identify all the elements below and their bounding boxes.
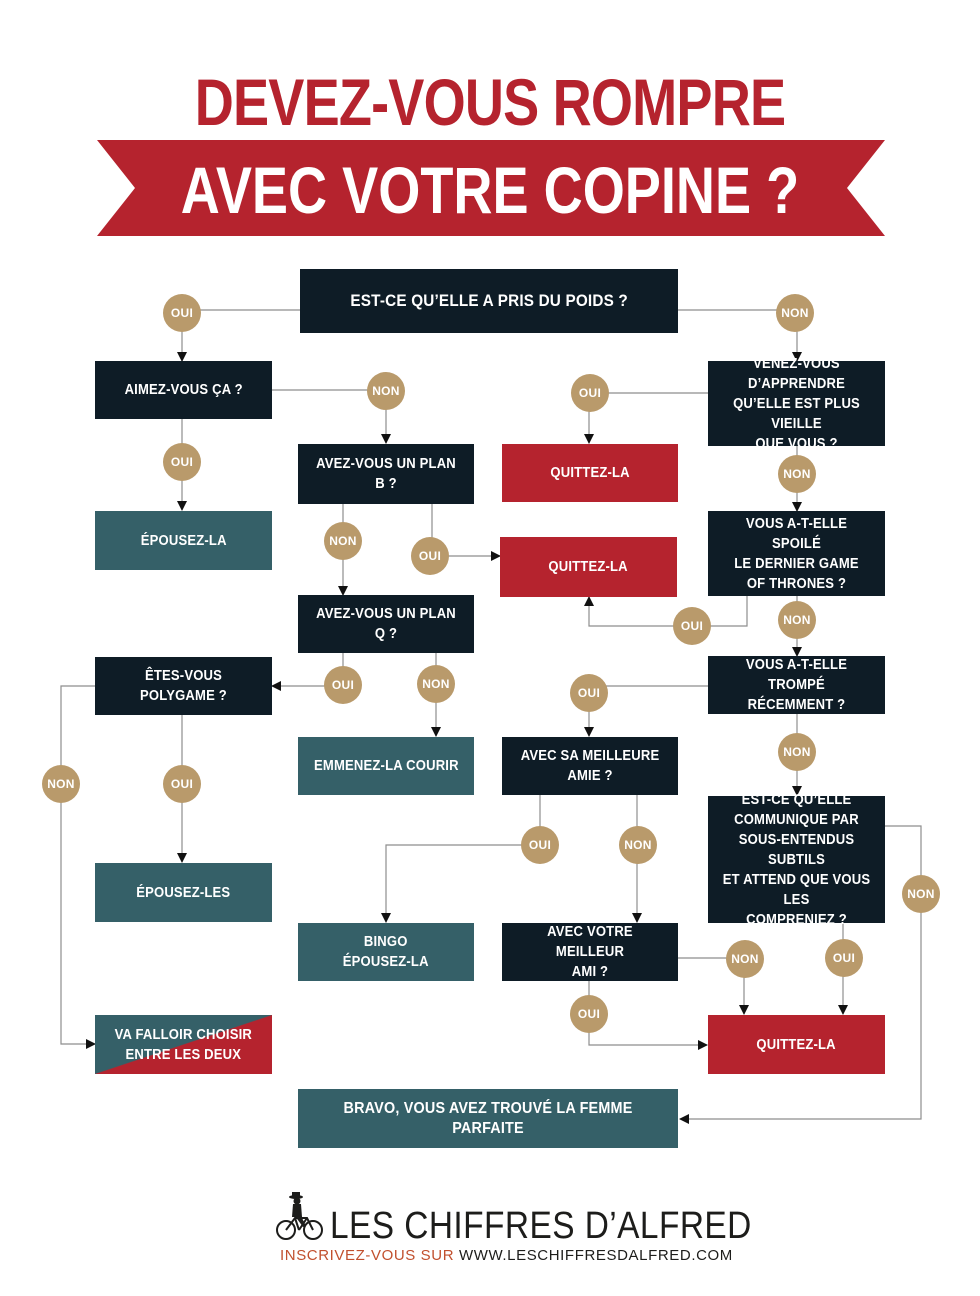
question-plan-b: AVEZ-VOUS UN PLAN B ? xyxy=(298,444,474,504)
answer-no-polygamous: NON xyxy=(42,765,80,803)
result-quit-2: QUITTEZ-LA xyxy=(500,537,677,597)
answer-yes-older: OUI xyxy=(571,374,609,412)
question-best-friend-her: AVEC SA MEILLEURE AMIE ? xyxy=(502,737,678,795)
answer-no-spoiler: NON xyxy=(778,601,816,639)
answer-no-best-friend-her: NON xyxy=(619,826,657,864)
answer-no-plan-b: NON xyxy=(324,522,362,560)
footer-subscribe xyxy=(280,1246,733,1266)
answer-yes-subtle: OUI xyxy=(825,939,863,977)
cyclist-icon xyxy=(275,1190,325,1242)
question-older: VENEZ-VOUS D’APPRENDRE QU’ELLE EST PLUS VIEILLE QUE VOUS ? xyxy=(708,361,885,446)
answer-no-older: NON xyxy=(778,455,816,493)
question-weight: EST-CE QU’ELLE A PRIS DU POIDS ? xyxy=(300,269,678,333)
answer-no-subtle: NON xyxy=(902,875,940,913)
answer-yes-like: OUI xyxy=(163,443,201,481)
answer-yes-weight: OUI xyxy=(163,294,201,332)
result-perfect-woman: BRAVO, VOUS AVEZ TROUVÉ LA FEMME PARFAITE xyxy=(298,1089,678,1148)
answer-no-cheated: NON xyxy=(778,733,816,771)
result-quit-3: QUITTEZ-LA xyxy=(708,1015,885,1074)
question-like-it: AIMEZ-VOUS ÇA ? xyxy=(95,361,272,419)
result-marry-them: ÉPOUSEZ-LES xyxy=(95,863,272,922)
website-link[interactable]: WWW.LESCHIFFRESDALFRED.COM xyxy=(458,1247,733,1264)
answer-yes-best-friend-her: OUI xyxy=(521,826,559,864)
brand-name: LES CHIFFRES D’ALFRED xyxy=(330,1205,752,1247)
result-choose-between: VA FALLOIR CHOISIR ENTRE LES DEUX xyxy=(95,1015,272,1074)
answer-yes-spoiler: OUI xyxy=(673,607,711,645)
answer-no-like: NON xyxy=(367,372,405,410)
answer-no-best-friend-yours: NON xyxy=(726,940,764,978)
answer-yes-best-friend-yours: OUI xyxy=(570,995,608,1033)
question-polygamous: ÊTES-VOUS POLYGAME ? xyxy=(95,657,272,715)
title-line-1: DEVEZ-VOUS ROMPRE xyxy=(194,65,786,139)
answer-yes-polygamous: OUI xyxy=(163,765,201,803)
subscribe-text: INSCRIVEZ-VOUS SUR xyxy=(280,1247,455,1264)
question-plan-q: AVEZ-VOUS UN PLAN Q ? xyxy=(298,595,474,653)
result-quit-1: QUITTEZ-LA xyxy=(502,444,678,502)
question-subtle-hints: EST-CE QU’ELLE COMMUNIQUE PAR SOUS-ENTENDUS SUBTILS ET ATTEND QUE VOUS LES COMPRENIEZ ? xyxy=(708,796,885,923)
question-spoiler: VOUS A-T-ELLE SPOILÉ LE DERNIER GAME OF THRONES ? xyxy=(708,511,885,596)
question-cheated: VOUS A-T-ELLE TROMPÉ RÉCEMMENT ? xyxy=(708,656,885,714)
answer-yes-plan-q: OUI xyxy=(324,666,362,704)
answer-yes-plan-b: OUI xyxy=(411,537,449,575)
question-best-friend-yours: AVEC VOTRE MEILLEUR AMI ? xyxy=(502,923,678,981)
answer-no-weight: NON xyxy=(776,294,814,332)
result-take-running: EMMENEZ-LA COURIR xyxy=(298,737,474,795)
title-line-2: AVEC VOTRE COPINE ? xyxy=(180,153,800,227)
result-marry-her: ÉPOUSEZ-LA xyxy=(95,511,272,570)
answer-yes-cheated: OUI xyxy=(570,674,608,712)
answer-no-plan-q: NON xyxy=(417,665,455,703)
result-bingo: BINGO ÉPOUSEZ-LA xyxy=(298,923,474,981)
